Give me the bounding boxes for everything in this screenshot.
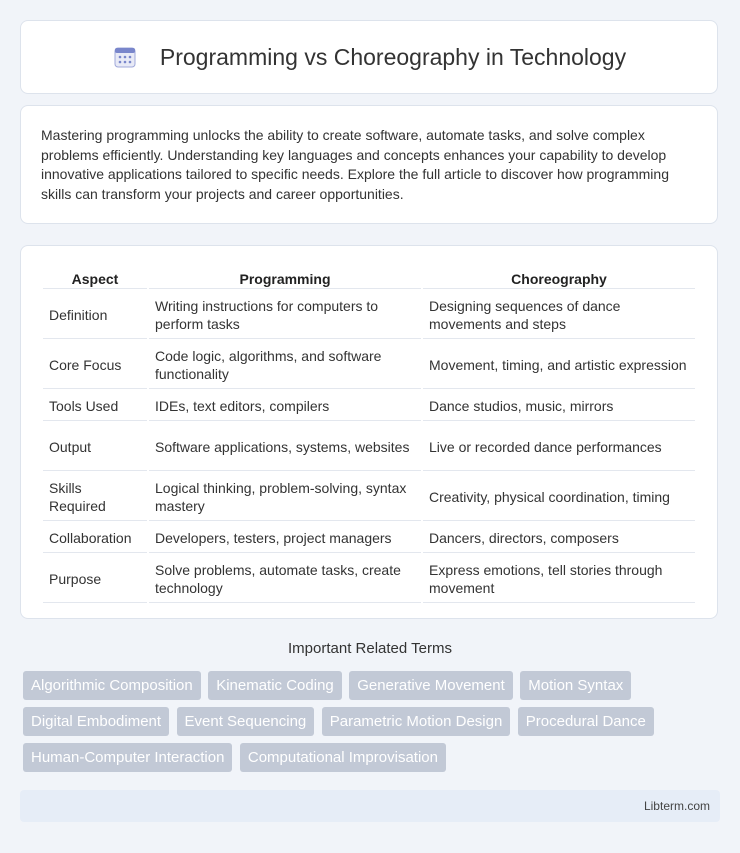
column-header-programming: Programming <box>149 268 421 289</box>
related-term-tag[interactable]: Procedural Dance <box>518 707 654 736</box>
intro-card <box>20 105 718 224</box>
aspect-cell: Definition <box>43 291 147 339</box>
aspect-cell: Collaboration <box>43 523 147 553</box>
related-term-tag[interactable]: Human-Computer Interaction <box>23 743 232 772</box>
programming-cell: IDEs, text editors, compilers <box>149 391 421 421</box>
programming-cell: Solve problems, automate tasks, create technology <box>149 555 421 603</box>
column-header-aspect: Aspect <box>43 268 147 289</box>
table-row <box>43 341 695 389</box>
footer-site-link[interactable]: Libterm.com <box>643 799 710 813</box>
related-term-tag[interactable]: Computational Improvisation <box>240 743 446 772</box>
programming-cell: Software applications, systems, websites <box>149 423 421 471</box>
choreography-cell: Dance studios, music, mirrors <box>423 391 695 421</box>
related-term-tag[interactable]: Digital Embodiment <box>23 707 169 736</box>
comparison-table <box>41 266 697 605</box>
related-term-tag[interactable]: Generative Movement <box>349 671 513 700</box>
choreography-cell: Designing sequences of dance movements and steps <box>423 291 695 339</box>
comparison-card <box>20 245 718 619</box>
related-term-tag[interactable]: Parametric Motion Design <box>322 707 511 736</box>
programming-cell: Code logic, algorithms, and software functionality <box>149 341 421 389</box>
aspect-cell: Tools Used <box>43 391 147 421</box>
choreography-cell: Express emotions, tell stories through movement <box>423 555 695 603</box>
related-terms-list <box>23 671 723 779</box>
footer <box>20 790 720 822</box>
table-row <box>43 473 695 521</box>
aspect-cell: Skills Required <box>43 473 147 521</box>
header-card <box>20 20 718 94</box>
aspect-cell: Core Focus <box>43 341 147 389</box>
intro-text: Mastering programming unlocks the ability to create software, automate tasks, and solve complex problems efficiently. Understanding key languages and concepts enhances your capability to develop innovative applications tailored to specific needs. Explore the full article to discover how programming skills can transform your projects and career opportunities. <box>41 127 669 202</box>
related-term-tag[interactable]: Algorithmic Composition <box>23 671 201 700</box>
table-row <box>43 523 695 553</box>
programming-cell: Writing instructions for computers to perform tasks <box>149 291 421 339</box>
related-term-tag[interactable]: Event Sequencing <box>177 707 315 736</box>
table-row <box>43 555 695 603</box>
table-row <box>43 291 695 339</box>
programming-cell: Logical thinking, problem-solving, syntax mastery <box>149 473 421 521</box>
related-terms-title: Important Related Terms <box>288 640 452 657</box>
choreography-cell: Movement, timing, and artistic expression <box>423 341 695 389</box>
related-term-tag[interactable]: Motion Syntax <box>520 671 631 700</box>
aspect-cell: Purpose <box>43 555 147 603</box>
programming-cell: Developers, testers, project managers <box>149 523 421 553</box>
table-row <box>43 391 695 421</box>
choreography-cell: Live or recorded dance performances <box>423 423 695 471</box>
related-term-tag[interactable]: Kinematic Coding <box>208 671 342 700</box>
choreography-cell: Creativity, physical coordination, timing <box>423 473 695 521</box>
calendar-icon <box>112 44 138 70</box>
page-title: Programming vs Choreography in Technology <box>159 43 627 70</box>
table-header-row <box>43 268 695 289</box>
table-row <box>43 423 695 471</box>
choreography-cell: Dancers, directors, composers <box>423 523 695 553</box>
column-header-choreography: Choreography <box>423 268 695 289</box>
aspect-cell: Output <box>43 423 147 471</box>
